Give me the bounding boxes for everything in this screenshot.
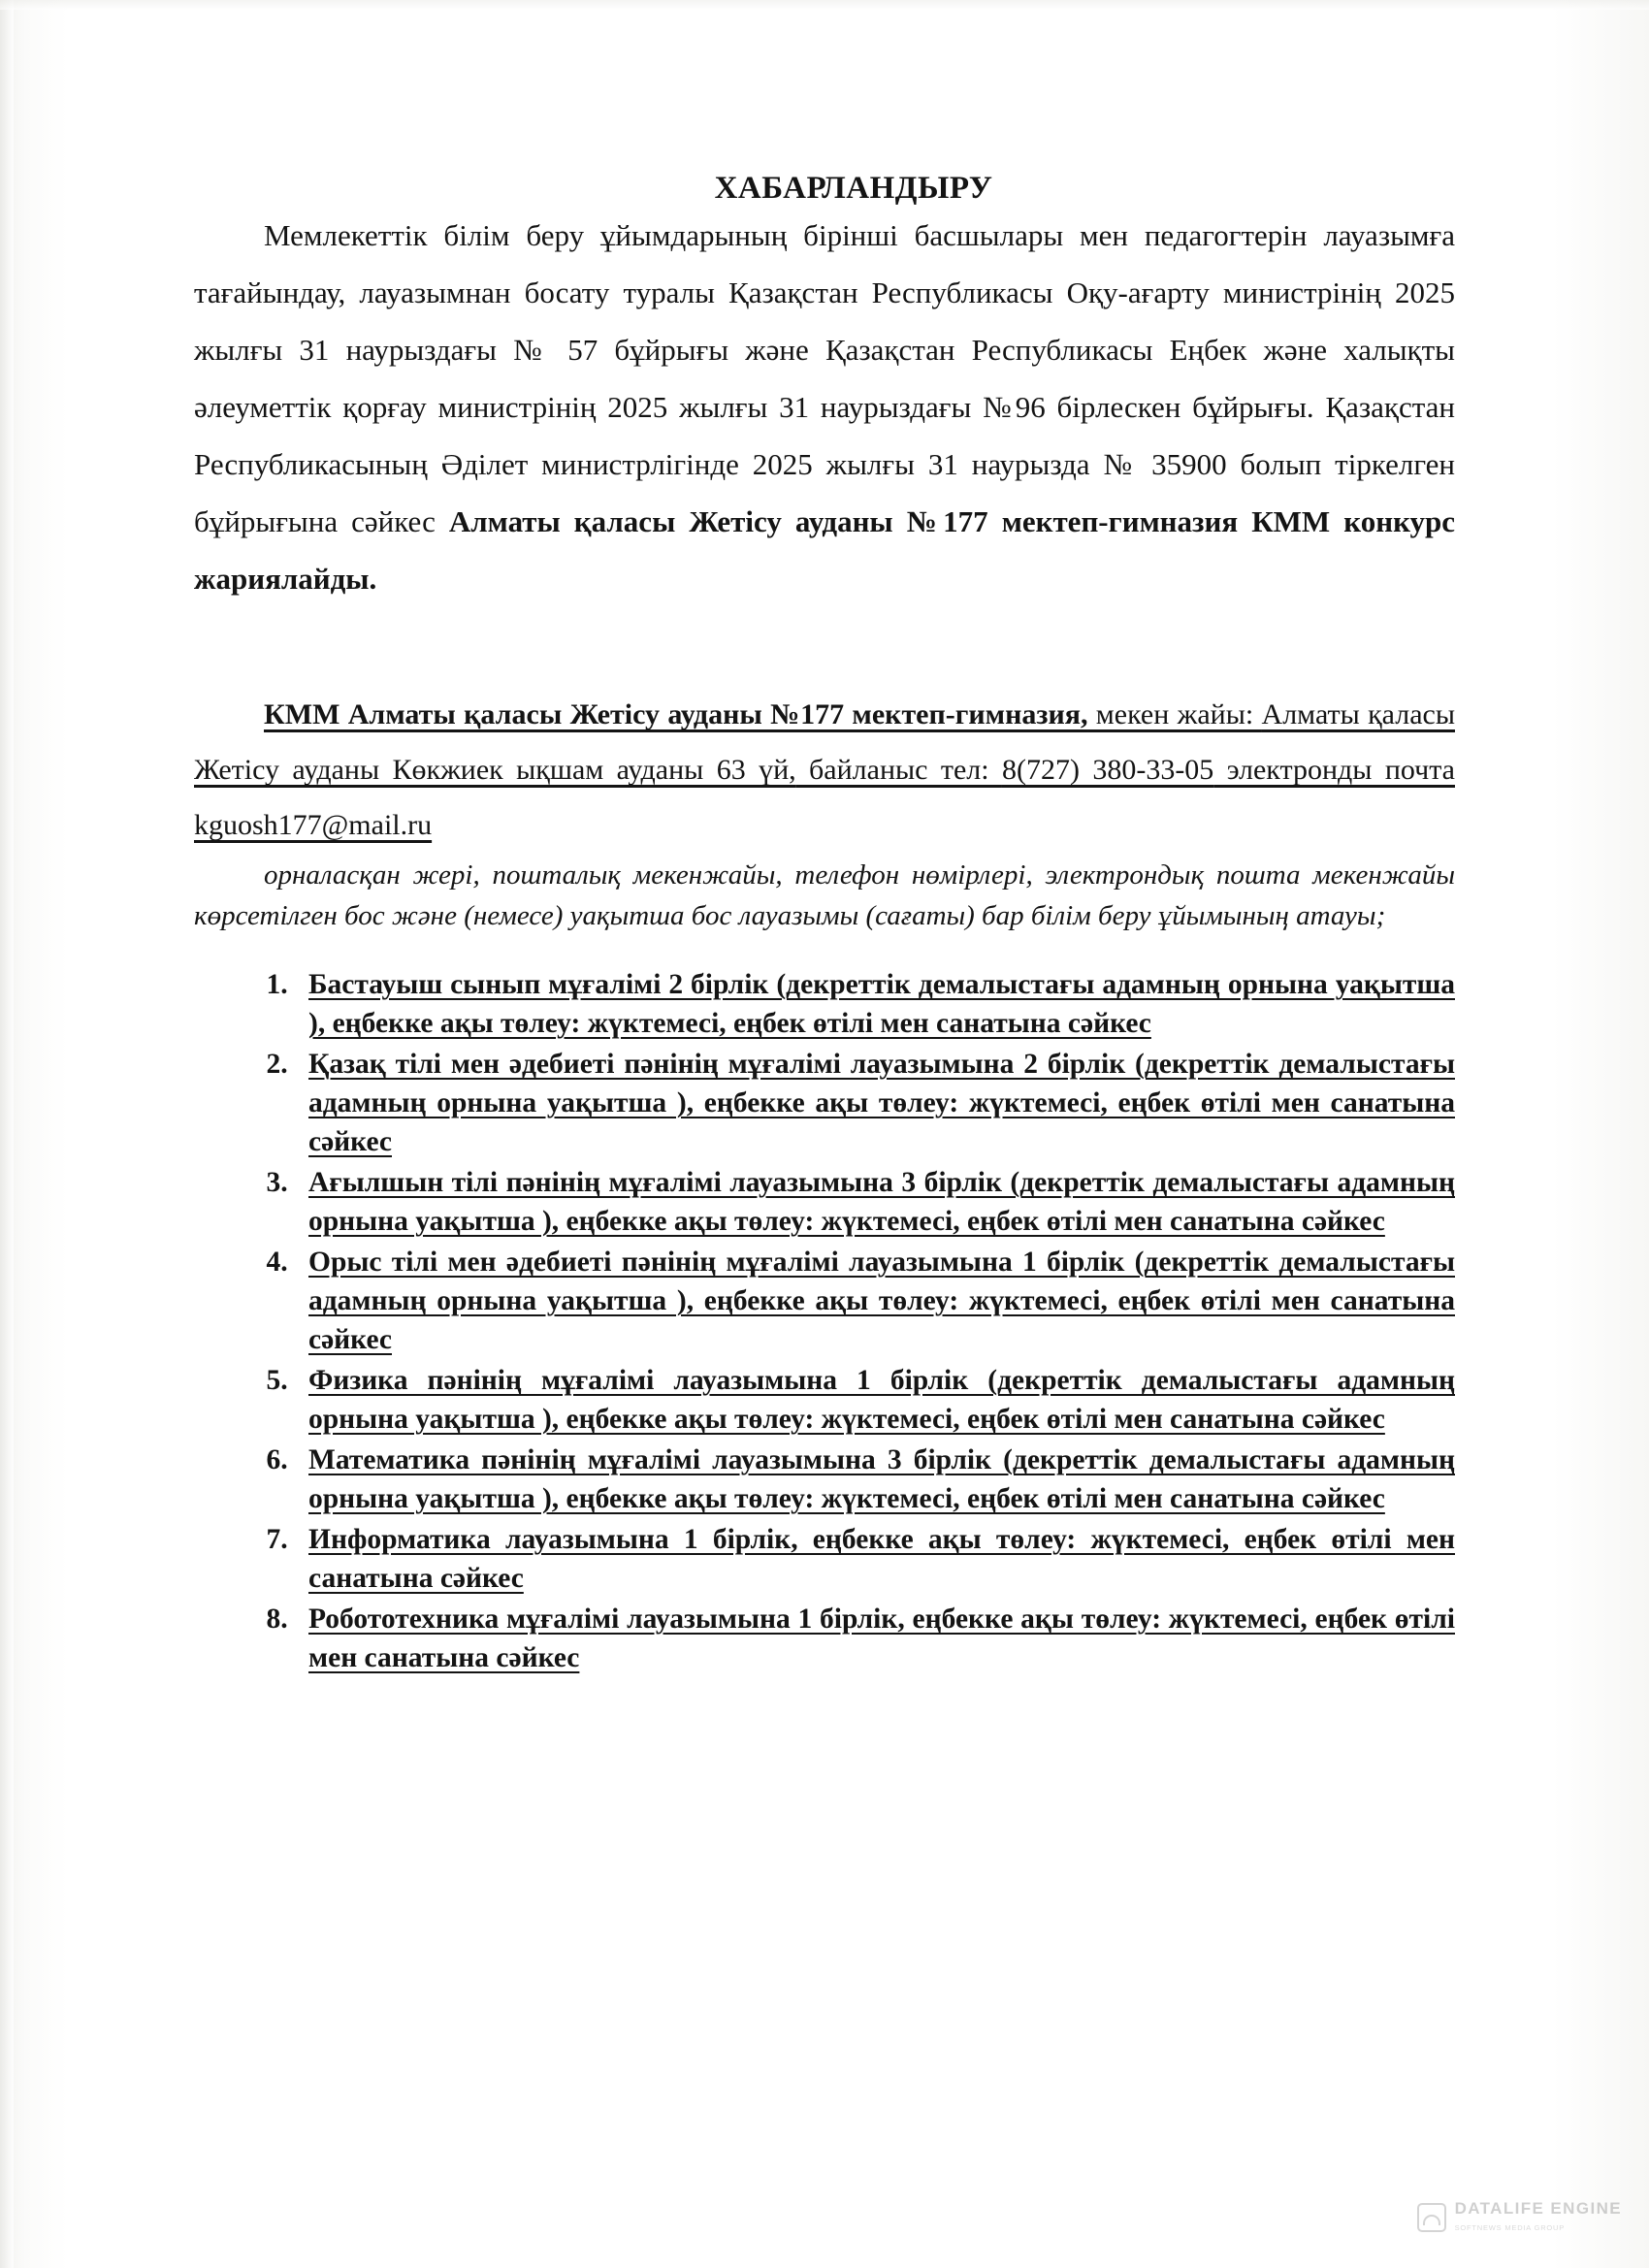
organization-address-label: мекен жайы: — [1087, 698, 1262, 730]
intro-paragraph-bold: Алматы қаласы Жетісу ауданы №177 мектеп-гимназия КММ конкурс жариялайды. — [194, 504, 1455, 596]
vacancy-text: 7. Информатика лауазымына 1 бірлік, еңбекке ақы төлеу: жүктемесі, еңбек өтілі мен санатына сәйкес — [308, 1524, 1455, 1594]
organization-email-link[interactable]: kguosh177@mail.ru — [194, 809, 433, 841]
vacancy-text: 4. Орыс тілі мен әдебиеті пәнінің мұғалімі лауазымына 1 бірлік (декреттік демалыстағы адамның орнына уақытша ), еңбекке ақы төлеу: жүктемесі, еңбек өтілі мен санатына сәйкес — [308, 1247, 1455, 1355]
watermark-text — [1455, 2200, 1622, 2235]
vacancy-text: 3. Ағылшын тілі пәнінің мұғалімі лауазымына 3 бірлік (декреттік демалыстағы адамның орнына уақытша ), еңбекке ақы төлеу: жүктемесі, еңбек өтілі мен санатына сәйкес — [308, 1167, 1455, 1237]
list-item — [295, 1441, 1455, 1518]
organization-phone-label: байланыс тел: — [795, 754, 1002, 786]
document-content — [194, 0, 1455, 1679]
organization-phone: 8(727) 380-33-05 — [1001, 754, 1214, 786]
list-item — [295, 1045, 1455, 1161]
organization-name: КММ Алматы қаласы Жетісу ауданы №177 мектеп-гимназия, — [264, 698, 1088, 730]
vacancy-text: 6. Математика пәнінің мұғалімі лауазымына 3 бірлік (декреттік демалыстағы адамның орнына уақытша ), еңбекке ақы төлеу: жүктемесі, еңбек өтілі мен санатына сәйкес — [308, 1444, 1455, 1514]
list-item — [295, 1361, 1455, 1439]
list-item — [295, 1163, 1455, 1241]
list-item — [295, 1600, 1455, 1677]
organization-details — [194, 687, 1455, 853]
vacancy-text: 2. Қазақ тілі мен әдебиеті пәнінің мұғалімі лауазымына 2 бірлік (декреттік демалыстағы адамның орнына уақытша ), еңбекке ақы төлеу: жүктемесі, еңбек өтілі мен санатына сәйкес — [308, 1049, 1455, 1157]
page-title: ХАБАРЛАНДЫРУ — [714, 171, 993, 206]
intro-paragraph-plain: Мемлекеттік білім беру ұйымдарының бірінші басшылары мен педагогтерін лауазымға тағайындау, лауазымнан босату туралы Қазақстан Республикасы Оқу-ағарту министрінің 2025 жылғы 31 наурыздағы № 57 бұйрығы және Қазақстан Республикасы Еңбек және халықты әлеуметтік қорғау министрінің 2025 жылғы 31 наурыздағы №96 бірлескен бұйрығы. Қазақстан Республикасының Әділет министрлігінде 2025 жылғы 31 наурызда № 35900 болып тіркелген бұйрығына сәйкес — [194, 218, 1455, 538]
watermark-subtitle: SOFTNEWS MEDIA GROUP — [1454, 2223, 1566, 2233]
italic-explanatory-note: орналасқан жері, пошталық мекенжайы, телефон нөмірлері, электрондық пошта мекенжайы көрсетілген бос және (немесе) уақытша бос лауазымы (сағаты) бар білім беру ұйымының атауы; — [194, 859, 1455, 931]
organization-address: Алматы қаласы Жетісу ауданы Көкжиек ықшам ауданы 63 үй, — [194, 698, 1455, 786]
vacancy-text: 1. Бастауыш сынып мұғалімі 2 бірлік (декреттік демалыстағы адамның орнына уақытша ), еңбекке ақы төлеу: жүктемесі, еңбек өтілі мен санатына сәйкес — [308, 969, 1455, 1039]
vacancy-text: 5. Физика пәнінің мұғалімі лауазымына 1 бірлік (декреттік демалыстағы адамның орнына уақытша ), еңбекке ақы төлеу: жүктемесі, еңбек өтілі мен санатына сәйкес — [308, 1365, 1455, 1435]
watermark — [1417, 2200, 1622, 2235]
list-item — [295, 1520, 1455, 1598]
watermark-title: DATALIFE ENGINE — [1454, 2199, 1622, 2219]
intro-paragraph — [194, 207, 1455, 607]
list-item — [295, 965, 1455, 1043]
organization-email-label: электронды почта — [1213, 754, 1455, 786]
scan-edge-left — [0, 0, 14, 2268]
vacancy-list — [194, 965, 1455, 1677]
datalife-engine-logo-icon — [1417, 2203, 1446, 2232]
list-item — [295, 1243, 1455, 1359]
vacancy-text: 8. Робототехника мұғалімі лауазымына 1 бірлік, еңбекке ақы төлеу: жүктемесі, еңбек өтілі мен санатына сәйкес — [308, 1604, 1455, 1673]
